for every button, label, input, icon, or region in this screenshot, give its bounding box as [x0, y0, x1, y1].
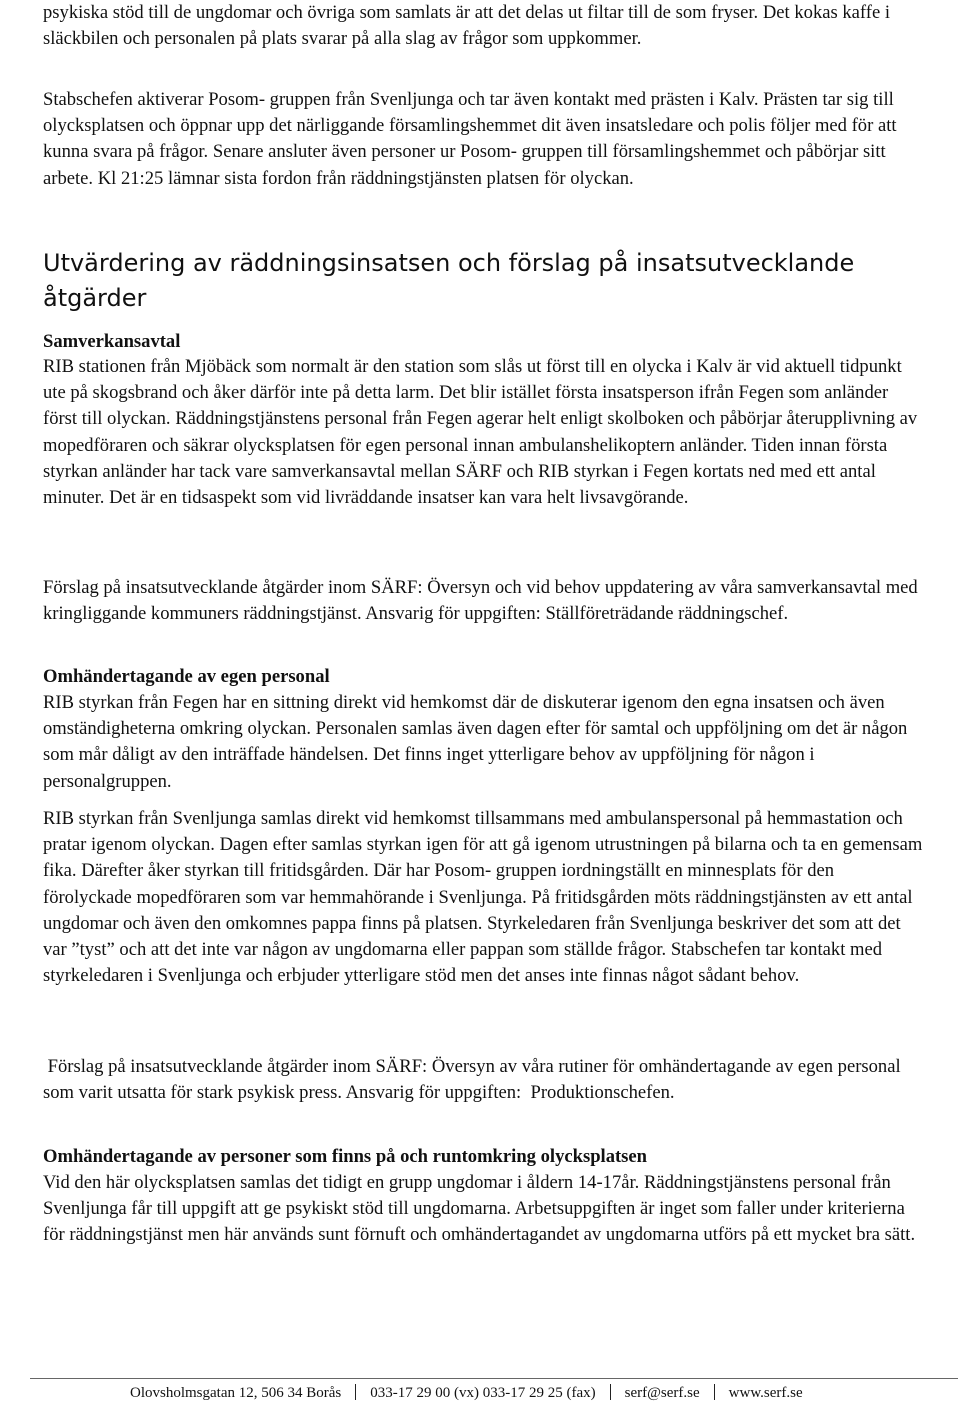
intro-paragraph-2: Stabschefen aktiverar Posom- gruppen från Svenljunga och tar även kontakt med prästen i Kalv. Prästen tar sig till olycksplatsen och öppnar upp det närliggande församlingshemmet dit även insatsledare och polis följer med för att kunna svara på frågor. Senare ansluter även personer ur Posom- gruppen till församlingshemmet och påbörjar sitt arbete. Kl 21:25 lämnar sista fordon från räddningstjänsten platsen för olyckan.: [43, 89, 897, 189]
section-heading: Utvärdering av räddningsinsatsen och förslag på insatsutvecklande åtgärder: [43, 249, 855, 312]
egen-personal-title: Omhändertagande av egen personal: [43, 666, 330, 687]
footer-separator: [714, 1384, 715, 1400]
footer-separator: [355, 1384, 356, 1400]
footer-website[interactable]: www.serf.se: [728, 1385, 803, 1401]
egen-personal-body-2: RIB styrkan från Svenljunga samlas direkt vid hemkomst tillsammans med ambulanspersonal på hemmastation och pratar igenom olyckan. Dagen efter samlas styrkan igen för att gå igenom utrustningen på bilarna och ta en gemensam fika. Därefter åker styrkan till fritidsgården. Där har Posom- gruppen iordningställt en minnesplats för den förolyckade mopedföraren som var hemmahörande i Svenljunga. På fritidsgården möts räddningstjänsten av ett antal ungdomar och även den omkomnes pappa finns på platsen. Styrkeledaren från Svenljunga beskriver det som att det var ”tyst” och att det inte var någon av ungdomarna eller pappan som ställde frågor. Stabschefen tar kontakt med styrkeledaren i Svenljunga och erbjuder ytterligare stöd men det anses inte finnas något sådant behov.: [43, 808, 923, 987]
footer-email[interactable]: serf@serf.se: [624, 1385, 700, 1401]
page-footer: [130, 1384, 950, 1402]
footer-address: Olovsholmsgatan 12, 506 34 Borås: [130, 1385, 342, 1401]
samverkansavtal-proposal: Förslag på insatsutvecklande åtgärder inom SÄRF: Översyn och vid behov uppdatering av våra samverkansavtal med kringliggande kommuners räddningstjänst. Ansvarig för uppgiften: Ställföreträdande räddningschef.: [43, 577, 918, 625]
intro-paragraph-1: psykiska stöd till de ungdomar och övriga som samlats är att det delas ut filtar till de som fryser. Det kokas kaffe i släckbilen och personalen på plats svarar på alla slag av frågor som uppkommer.: [43, 2, 891, 50]
footer-divider: [30, 1378, 958, 1379]
samverkansavtal-body: RIB stationen från Mjöbäck som normalt är den station som slås ut först till en olycka i Kalv är vid aktuell tidpunkt ute på skogsbrand och åker därför inte på detta larm. Det blir istället första insatsperson ifrån Fegen som anländer först till olyckan. Räddningstjänstens personal från Fegen agerar helt enligt skolboken och påbörjar återupplivning av mopedföraren och säkrar olycksplatsen för egen personal innan ambulanshelikoptern anländer. Tiden innan första styrkan anländer har tack vare samverkansavtal mellan SÄRF och RIB styrkan i Fegen kortats ned med ett antal minuter. Det är en tidsaspekt som vid livräddande insatser kan vara helt livsavgörande.: [43, 356, 918, 509]
personer-platsen-body: Vid den här olycksplatsen samlas det tidigt en grupp ungdomar i åldern 14-17år. Räddningstjänstens personal från Svenljunga får till uppgift att ge psykiskt stöd till ungdomarna. Arbetsuppgiften är inget som faller under kriterierna för räddningstjänst men här används sunt förnuft och omhändertagandet av ungdomarna utförs på ett mycket bra sätt.: [43, 1172, 916, 1246]
footer-phone: 033-17 29 00 (vx) 033-17 29 25 (fax): [370, 1385, 596, 1401]
footer-separator: [610, 1384, 611, 1400]
samverkansavtal-title: Samverkansavtal: [43, 331, 181, 352]
egen-personal-body-1: RIB styrkan från Fegen har en sittning direkt vid hemkomst där de diskuterar igenom den egna insatsen och även omständigheterna omkring olyckan. Personalen samlas även dagen efter för samtal och uppföljning om det är någon som mår dåligt av den inträffade händelsen. Det finns inget ytterligare behov av uppföljning för någon i personalgruppen.: [43, 692, 908, 792]
egen-personal-proposal: Förslag på insatsutvecklande åtgärder inom SÄRF: Översyn av våra rutiner för omhändertagande av egen personal som varit utsatta för stark psykisk press. Ansvarig för uppgiften: Produktionschefen.: [43, 1056, 906, 1104]
personer-platsen-title: Omhändertagande av personer som finns på och runtomkring olycksplatsen: [43, 1146, 648, 1167]
